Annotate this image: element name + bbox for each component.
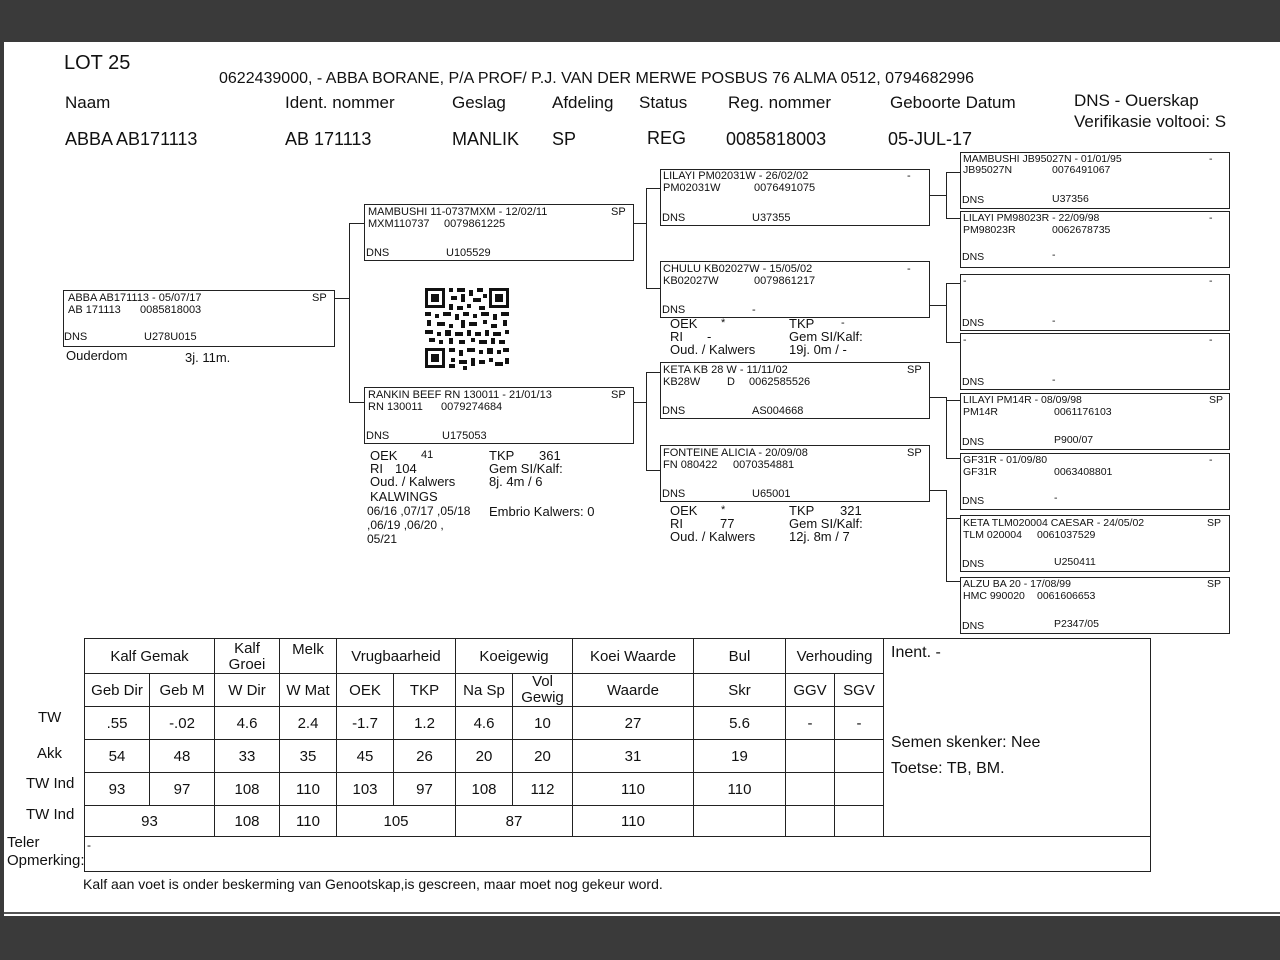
sd-dns-value: - [752, 304, 756, 316]
dd-sp: SP [907, 447, 922, 459]
gg-dns-value: - [1054, 492, 1058, 504]
cell: 108 [215, 773, 280, 806]
header-ident: Ident. nommer [285, 93, 395, 112]
connector [946, 283, 947, 343]
dam-oek-label: OEK [370, 448, 398, 463]
cell: 20 [456, 740, 513, 773]
sub-geb-dir: Geb Dir [85, 674, 150, 707]
gg-name-date: ALZU BA 20 - 17/08/99 [963, 578, 1071, 590]
cell: 45 [337, 740, 394, 773]
gg-sp: - [1209, 334, 1213, 346]
cell: 97 [150, 773, 215, 806]
gg-name-date: KETA TLM020004 CAESAR - 24/05/02 [963, 517, 1145, 529]
ss-name-date: LILAYI PM02031W - 26/02/02 [663, 170, 809, 182]
bottom-dark-bar [0, 916, 1280, 960]
sub-skr: Skr [694, 674, 786, 707]
gg-sp: - [1209, 212, 1213, 224]
ss-reg: 0076491075 [754, 182, 816, 194]
connector [946, 397, 947, 459]
dam-oek-value: 41 [421, 449, 434, 461]
cell: 10 [513, 707, 573, 740]
cell: 35 [280, 740, 337, 773]
dd-tkp-label: TKP [789, 503, 815, 518]
connector [946, 490, 947, 582]
group-kalf-groei-text: Kalf Groei [228, 640, 266, 673]
sire-sire-box [660, 169, 930, 226]
gg-box-6 [960, 453, 1230, 510]
animal-status: REG [647, 128, 687, 148]
dam-ri-value: 104 [395, 461, 417, 476]
gg-id: PM14R [963, 406, 999, 418]
opmerking-value: - [87, 838, 91, 852]
cell: 1.2 [394, 707, 456, 740]
dam-oud-label: Oud. / Kalwers [370, 474, 456, 489]
animal-geboorte: 05-JUL-17 [888, 129, 973, 149]
dd-ri-label: RI [670, 516, 683, 531]
animal-afdeling: SP [552, 129, 577, 149]
connector [946, 283, 960, 284]
dam-gem-label: Gem SI/Kalf: [489, 461, 563, 476]
dam-reg: 0079274684 [441, 401, 503, 413]
sub-w-dir: W Dir [215, 674, 280, 707]
gg-dns-value: U250411 [1054, 556, 1096, 568]
gg-box-1 [960, 152, 1230, 209]
cell: 2.4 [280, 707, 337, 740]
gg-name-date: GF31R - 01/09/80 [963, 454, 1048, 466]
cell: 4.6 [456, 707, 513, 740]
cell [786, 773, 835, 806]
gg-reg: 0076491067 [1052, 164, 1111, 176]
cell: 103 [337, 773, 394, 806]
ouderdom-label: Ouderdom [66, 348, 128, 363]
table-row-tw [85, 707, 884, 740]
cell: 108 [215, 806, 280, 837]
gg-name-date: - [963, 334, 967, 346]
header-reg: Reg. nommer [728, 93, 831, 112]
subject-name-date: ABBA AB171113 - 05/07/17 [68, 292, 202, 304]
gg-dns-label: DNS [962, 376, 985, 388]
sub-waarde: Waarde [573, 674, 694, 707]
sd-name-date: CHULU KB02027W - 15/05/02 [663, 263, 813, 275]
cell [835, 806, 884, 837]
cell: 110 [573, 773, 694, 806]
gg-sp: - [1209, 153, 1213, 165]
row-label-twind-2: TW Ind [26, 806, 75, 823]
dd-dns-value: U65001 [752, 488, 791, 500]
ds-dns-value: AS004668 [752, 405, 804, 417]
sire-dam-box [660, 261, 930, 318]
gg-dns-value: P2347/05 [1054, 618, 1099, 630]
connector [646, 372, 660, 373]
ss-dns-label: DNS [662, 212, 686, 224]
dam-ri-label: RI [370, 461, 383, 476]
top-dark-bar [0, 0, 1280, 42]
gg-sp: SP [1207, 517, 1222, 529]
table-row-twind-combined [85, 806, 884, 837]
dam-box [364, 387, 634, 444]
ss-dns-value: U37355 [752, 212, 791, 224]
row-label-tw: TW [38, 709, 62, 726]
connector [946, 172, 960, 173]
page-bottom-edge [4, 912, 1280, 914]
connector [646, 188, 660, 189]
row-label-twind: TW Ind [26, 775, 75, 792]
sub-sgv: SGV [835, 674, 884, 707]
sub-geb-m: Geb M [150, 674, 215, 707]
gg-sp: - [1209, 275, 1213, 287]
semen-skenker: Semen skenker: Nee [891, 734, 1041, 751]
connector [946, 172, 947, 219]
gg-name-date: LILAYI PM14R - 08/09/98 [963, 394, 1082, 406]
table-row-akk [85, 740, 884, 773]
cell: 105 [337, 806, 456, 837]
cell: 87 [456, 806, 573, 837]
header-geboorte: Geboorte Datum [890, 93, 1016, 112]
gg-reg: 0061037529 [1037, 529, 1096, 541]
gg-dns-label: DNS [962, 620, 985, 632]
group-koeigewig: Koeigewig [456, 639, 573, 674]
cell: 110 [694, 773, 786, 806]
gg-dns-value: - [1052, 249, 1056, 261]
dam-name-date: RANKIN BEEF RN 130011 - 21/01/13 [368, 389, 552, 401]
cell: 110 [280, 773, 337, 806]
cell: 31 [573, 740, 694, 773]
gg-name-date: LILAYI PM98023R - 22/09/98 [963, 212, 1100, 224]
subject-id: AB 171113 [68, 304, 121, 316]
dd-name-date: FONTEINE ALICIA - 20/09/08 [663, 447, 808, 459]
gg-box-2 [960, 211, 1230, 268]
sire-name-date: MAMBUSHI 11-0737MXM - 12/02/11 [368, 206, 548, 218]
sd-id: KB02027W [663, 275, 719, 287]
animal-ident: AB 171113 [285, 129, 372, 149]
ss-sp: - [907, 170, 911, 182]
dam-tkp-label: TKP [489, 448, 515, 463]
header-afdeling: Afdeling [552, 93, 614, 112]
connector [946, 400, 960, 401]
header-naam: Naam [65, 93, 111, 112]
dam-oud-value: 8j. 4m / 6 [489, 474, 543, 489]
subject-box [63, 290, 335, 347]
cell [694, 806, 786, 837]
sub-na-sp: Na Sp [456, 674, 513, 707]
gg-reg: 0061606653 [1037, 590, 1096, 602]
group-melk: Melk [280, 639, 337, 674]
teler-label: Teler [7, 834, 40, 851]
dd-oud-label: Oud. / Kalwers [670, 529, 756, 544]
connector [946, 342, 960, 343]
dam-kalwings-label: KALWINGS [370, 489, 438, 504]
dd-tkp-value: 321 [840, 503, 862, 518]
connector [946, 218, 960, 219]
ouderdom-value: 3j. 11m. [185, 350, 231, 365]
animal-naam: ABBA AB171113 [65, 129, 198, 149]
subject-sp: SP [312, 292, 327, 304]
animal-reg: 0085818003 [726, 129, 827, 149]
cell: 19 [694, 740, 786, 773]
cell: 93 [85, 806, 215, 837]
sub-w-mat: W Mat [280, 674, 337, 707]
sire-reg: 0079861225 [444, 218, 506, 230]
subject-dns-label: DNS [64, 331, 88, 343]
cell: -.02 [150, 707, 215, 740]
cell [835, 773, 884, 806]
row-label-akk: Akk [37, 745, 63, 762]
cell: 97 [394, 773, 456, 806]
sub-ggv: GGV [786, 674, 835, 707]
gg-dns-value: U37356 [1052, 193, 1089, 205]
gg-dns-value: - [1052, 315, 1056, 327]
connector [928, 195, 946, 196]
sire-dns-label: DNS [366, 247, 390, 259]
connector [946, 581, 960, 582]
group-vrugbaarheid: Vrugbaarheid [337, 639, 456, 674]
connector [946, 458, 960, 459]
header-geslag: Geslag [452, 93, 506, 112]
connector [333, 298, 349, 299]
cell: 108 [456, 773, 513, 806]
gg-reg: 0061176103 [1054, 406, 1112, 418]
qr-code [423, 286, 511, 370]
ds-dns-label: DNS [662, 405, 686, 417]
dd-oek-value: * [721, 504, 726, 516]
sd-dns-label: DNS [662, 304, 686, 316]
dd-oud-value: 12j. 8m / 7 [789, 529, 850, 544]
dam-kalwings-line1: 06/16 ,07/17 ,05/18 [367, 504, 471, 518]
dam-dam-box [660, 445, 930, 502]
sub-oek: OEK [337, 674, 394, 707]
dam-embrio: Embrio Kalwers: 0 [489, 504, 595, 519]
dd-oek-label: OEK [670, 503, 698, 518]
opmerking-label: Opmerking: [7, 852, 85, 869]
connector [928, 397, 946, 398]
connector [632, 223, 646, 224]
gg-name-date: MAMBUSHI JB95027N - 01/01/95 [963, 153, 1122, 165]
connector [646, 288, 660, 289]
gg-box-8 [960, 577, 1230, 634]
table-row-twind [85, 773, 884, 806]
dam-sire-box [660, 362, 930, 419]
connector [646, 188, 647, 289]
gg-dns-label: DNS [962, 436, 985, 448]
gg-reg: 0062678735 [1052, 224, 1111, 236]
cell: -1.7 [337, 707, 394, 740]
cell: - [786, 707, 835, 740]
ds-name-date: KETA KB 28 W - 11/11/02 [663, 364, 788, 376]
dam-kalwings-line2: ,06/19 ,06/20 , [367, 518, 444, 532]
gg-sp: SP [1209, 394, 1224, 406]
gg-id: TLM 020004 [963, 529, 1022, 541]
header-dns-verifikasie: Verifikasie voltooi: S [1074, 112, 1227, 131]
gg-id: JB95027N [963, 164, 1013, 176]
cell: - [835, 707, 884, 740]
cell: 33 [215, 740, 280, 773]
group-bul: Bul [694, 639, 786, 674]
header-status: Status [639, 93, 688, 112]
sub-vol-gewig-text: Vol Gewig [521, 673, 564, 706]
dam-dns-value: U175053 [442, 430, 487, 442]
footer-note: Kalf aan voet is onder beskerming van Genootskap,is gescreen, maar moet nog gekeur word. [83, 876, 663, 892]
sire-box [364, 204, 634, 261]
sd-gem-label: Gem SI/Kalf: [789, 329, 863, 344]
cell [835, 740, 884, 773]
gg-id: HMC 990020 [963, 590, 1025, 602]
cell: 112 [513, 773, 573, 806]
group-kalf-groei [215, 639, 280, 674]
ds-sp: SP [907, 364, 922, 376]
sd-tkp-value: - [841, 317, 845, 329]
cell [786, 740, 835, 773]
lot-number: LOT 25 [64, 52, 131, 74]
dd-reg: 0070354881 [733, 459, 795, 471]
dam-kalwings-line3: 05/21 [367, 532, 398, 546]
dd-ri-value: 77 [720, 516, 735, 531]
cell: 110 [573, 806, 694, 837]
animal-geslag: MANLIK [452, 129, 520, 149]
subject-reg: 0085818003 [140, 304, 202, 316]
opmerking-box [84, 836, 1151, 872]
sd-oek-label: OEK [670, 316, 698, 331]
gg-id: GF31R [963, 466, 997, 478]
sd-reg: 0079861217 [754, 275, 816, 287]
subject-dns-value: U278U015 [144, 331, 197, 343]
connector [349, 402, 364, 403]
gg-box-5 [960, 393, 1230, 450]
group-kalf-gemak: Kalf Gemak [85, 639, 215, 674]
connector [928, 305, 946, 306]
gg-dns-value: P900/07 [1054, 434, 1094, 446]
cell: 110 [280, 806, 337, 837]
connector [646, 372, 647, 471]
dd-dns-label: DNS [662, 488, 686, 500]
gg-reg: 0063408801 [1054, 466, 1113, 478]
sire-id: MXM110737 [368, 218, 430, 230]
cell [786, 806, 835, 837]
pedigree-document [4, 42, 1280, 916]
cell: 26 [394, 740, 456, 773]
group-verhouding: Verhouding [786, 639, 884, 674]
sub-tkp: TKP [394, 674, 456, 707]
group-koei-waarde: Koei Waarde [573, 639, 694, 674]
connector [349, 223, 364, 224]
toetse: Toetse: TB, BM. [891, 760, 1005, 777]
dam-id: RN 130011 [368, 401, 423, 413]
gg-box-3 [960, 274, 1230, 331]
epd-table [84, 638, 884, 837]
sire-dns-value: U105529 [446, 247, 491, 259]
sub-vol-gewig [513, 674, 573, 707]
gg-id: PM98023R [963, 224, 1016, 236]
gg-sp: - [1209, 454, 1213, 466]
cell: .55 [85, 707, 150, 740]
gg-dns-label: DNS [962, 251, 985, 263]
connector [928, 490, 946, 491]
inent: Inent. - [891, 644, 941, 661]
sd-oud-value: 19j. 0m / - [789, 342, 847, 357]
connector [946, 518, 960, 519]
gg-sp: SP [1207, 578, 1222, 590]
ds-id: KB28W [663, 376, 701, 388]
gg-dns-label: DNS [962, 194, 985, 206]
dam-dns-label: DNS [366, 430, 390, 442]
gg-dns-label: DNS [962, 495, 985, 507]
sd-oek-value: * [721, 317, 726, 329]
header-dns-ouerskap: DNS - Ouerskap [1074, 91, 1199, 110]
sd-ri-value: - [707, 329, 712, 344]
gg-box-7 [960, 515, 1230, 572]
cell: 27 [573, 707, 694, 740]
connector [646, 470, 660, 471]
cell: 5.6 [694, 707, 786, 740]
sd-tkp-label: TKP [789, 316, 815, 331]
sd-sp: - [907, 263, 911, 275]
dd-gem-label: Gem SI/Kalf: [789, 516, 863, 531]
gg-box-4 [960, 333, 1230, 390]
cell: 93 [85, 773, 150, 806]
owner-line: 0622439000, - ABBA BORANE, P/A PROF/ P.J. VAN DER MERWE POSBUS 76 ALMA 0512, 0794682996 [219, 70, 975, 87]
cell: 54 [85, 740, 150, 773]
sd-oud-label: Oud. / Kalwers [670, 342, 756, 357]
cell: 48 [150, 740, 215, 773]
info-panel [883, 638, 1151, 838]
gg-dns-label: DNS [962, 558, 985, 570]
sd-ri-label: RI [670, 329, 683, 344]
connector [349, 223, 350, 403]
gg-dns-label: DNS [962, 317, 985, 329]
gg-dns-value: - [1052, 374, 1056, 386]
ds-d: D [727, 376, 735, 388]
connector [632, 402, 646, 403]
dam-tkp-value: 361 [539, 448, 561, 463]
ds-reg: 0062585526 [749, 376, 811, 388]
cell: 4.6 [215, 707, 280, 740]
dam-sp: SP [611, 389, 626, 401]
ss-id: PM02031W [663, 182, 721, 194]
gg-name-date: - [963, 275, 967, 287]
dd-id: FN 080422 [663, 459, 718, 471]
cell: 20 [513, 740, 573, 773]
sire-sp: SP [611, 206, 626, 218]
